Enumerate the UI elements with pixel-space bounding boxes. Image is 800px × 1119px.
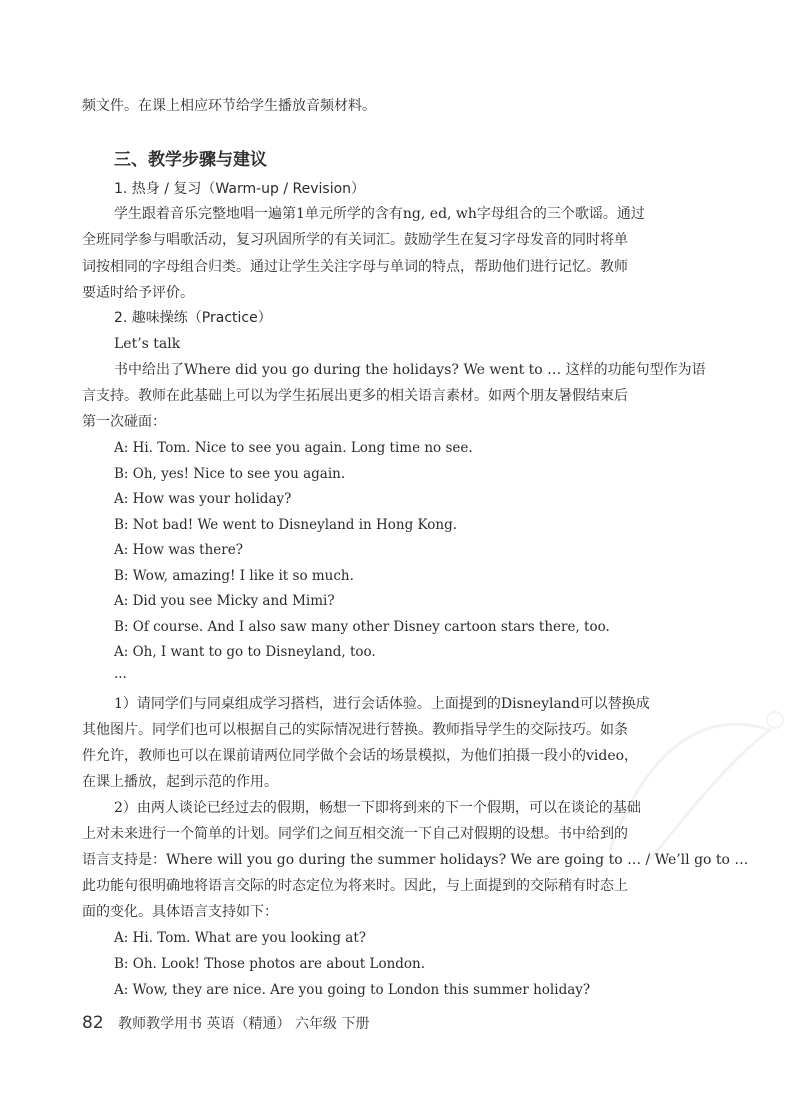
step2-subtitle: Let’s talk	[114, 336, 181, 352]
dialog1-line: A: How was there?	[114, 542, 243, 558]
intro-text: 频文件。在课上相应环节给学生播放音频材料。	[82, 98, 376, 114]
dialog1-line: B: Not bad! We went to Disneyland in Hong Kong.	[114, 517, 458, 533]
step2-line: 言支持。教师在此基础上可以为学生拓展出更多的相关语言素材。如两个朋友暑假结束后	[82, 388, 628, 404]
para1-line: 件允许，教师也可以在课前请两位同学做个会话的场景模拟，为他们拍摄一段小的video，	[82, 748, 639, 764]
dialog1-line: A: Did you see Micky and Mimi?	[114, 593, 335, 609]
para2-line: 此功能句很明确地将语言交际的时态定位为将来时。因此，与上面提到的交际稍有时态上	[82, 878, 628, 894]
section-title: 三、教学步骤与建议	[114, 150, 267, 170]
dialog1-line: B: Wow, amazing! I like it so much.	[114, 568, 354, 584]
book-title: 教师教学用书 英语（精通） 六年级 下册	[118, 1016, 370, 1032]
para1-line: 其他图片。同学们也可以根据自己的实际情况进行替换。教师指导学生的交际技巧。如条	[82, 722, 628, 738]
page-number: 82	[82, 1013, 104, 1033]
step2-line: 第一次碰面：	[82, 414, 166, 430]
dialog1-ellipsis: ...	[114, 666, 127, 682]
dialog1-line: A: How was your holiday?	[114, 491, 292, 507]
para1-line: 在课上播放，起到示范的作用。	[82, 774, 278, 790]
step1-title: 1. 热身 / 复习（Warm-up / Revision）	[114, 181, 366, 197]
step2-line: 书中给出了Where did you go during the holidays? We went to … 这样的功能句型作为语	[114, 362, 706, 378]
dialog1-line: B: Oh, yes! Nice to see you again.	[114, 466, 346, 482]
para2-line: 语言支持是：Where will you go during the summer holidays? We are going to … / We’ll go to …	[82, 852, 749, 868]
para2-line: 上对未来进行一个简单的计划。同学们之间互相交流一下自己对假期的设想。书中给到的	[82, 826, 628, 842]
step2-title: 2. 趣味操练（Practice）	[114, 310, 272, 326]
dialog1-line: B: Of course. And I also saw many other Disney cartoon stars there, too.	[114, 619, 610, 635]
step1-line: 学生跟着音乐完整地唱一遍第1单元所学的含有ng, ed, wh字母组合的三个歌谣。通过	[114, 206, 645, 222]
watermark-graphic	[590, 700, 790, 870]
dialog2-line: A: Hi. Tom. What are you looking at?	[114, 930, 366, 946]
dialog1-line: A: Oh, I want to go to Disneyland, too.	[114, 644, 376, 660]
para1-line: 1）请同学们与同桌组成学习搭档，进行会话体验。上面提到的Disneyland可以替换成	[114, 696, 650, 712]
page-footer	[82, 1013, 369, 1033]
para2-line: 面的变化。具体语言支持如下：	[82, 904, 278, 920]
step1-line: 词按相同的字母组合归类。通过让学生关注字母与单词的特点，帮助他们进行记忆。教师	[82, 259, 628, 275]
step1-line: 要适时给予评价。	[82, 285, 194, 301]
dialog2-line: B: Oh. Look! Those photos are about London.	[114, 956, 426, 972]
dialog2-line: A: Wow, they are nice. Are you going to London this summer holiday?	[114, 982, 591, 998]
para2-line: 2）由两人谈论已经过去的假期，畅想一下即将到来的下一个假期，可以在谈论的基础	[114, 800, 641, 816]
step1-line: 全班同学参与唱歌活动，复习巩固所学的有关词汇。鼓励学生在复习字母发音的同时将单	[82, 232, 628, 248]
dialog1-line: A: Hi. Tom. Nice to see you again. Long time no see.	[114, 440, 473, 456]
